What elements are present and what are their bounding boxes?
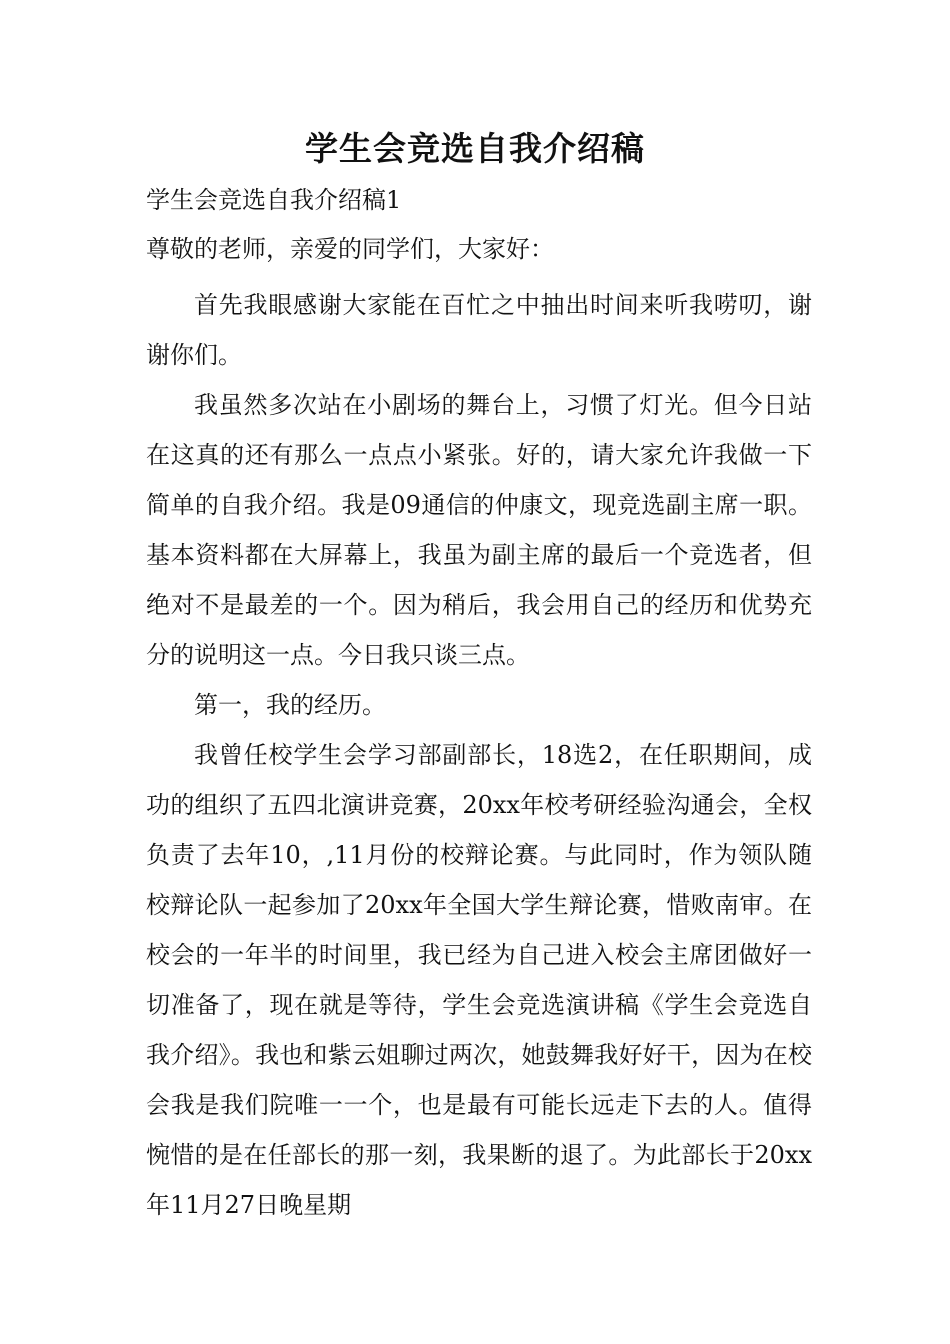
document-subtitle: 学生会竞选自我介绍稿1 (146, 186, 402, 214)
document-body (146, 280, 812, 1230)
greeting-line: 尊敬的老师，亲爱的同学们，大家好： (146, 235, 554, 263)
paragraph-introduction: 我虽然多次站在小剧场的舞台上，习惯了灯光。但今日站在这真的还有那么一点点小紧张。好的，请大家允许我做一下简单的自我介绍。我是09通信的仲康文，现竞选副主席一职。基本资料都在大屏幕上，我虽为副主席的最后一个竞选者，但绝对不是最差的一个。因为稍后，我会用自己的经历和优势充分的说明这一点。今日我只谈三点。 (146, 391, 812, 669)
paragraph-experience: 我曾任校学生会学习部副部长，18选2，在任职期间，成功的组织了五四北演讲竞赛，20xx年校考研经验沟通会，全权负责了去年10，,11月份的校辩论赛。与此同时，作为领队随校辩论队一起参加了20xx年全国大学生辩论赛，惜败南审。在校会的一年半的时间里，我已经为自己进入校会主席团做好一切准备了，现在就是等待，学生会竞选演讲稿《学生会竞选自我介绍》。我也和紫云姐聊过两次，她鼓舞我好好干，因为在校会我是我们院唯一一个，也是最有可能长远走下去的人。值得惋惜的是在任部长的那一刻，我果断的退了。为此部长于20xx年11月27日晚星期 (146, 741, 812, 1219)
paragraph-thanks: 首先我眼感谢大家能在百忙之中抽出时间来听我唠叨，谢谢你们。 (146, 291, 812, 369)
paragraph-section-heading: 第一，我的经历。 (194, 691, 386, 719)
document-title: 学生会竞选自我介绍稿 (305, 129, 645, 168)
